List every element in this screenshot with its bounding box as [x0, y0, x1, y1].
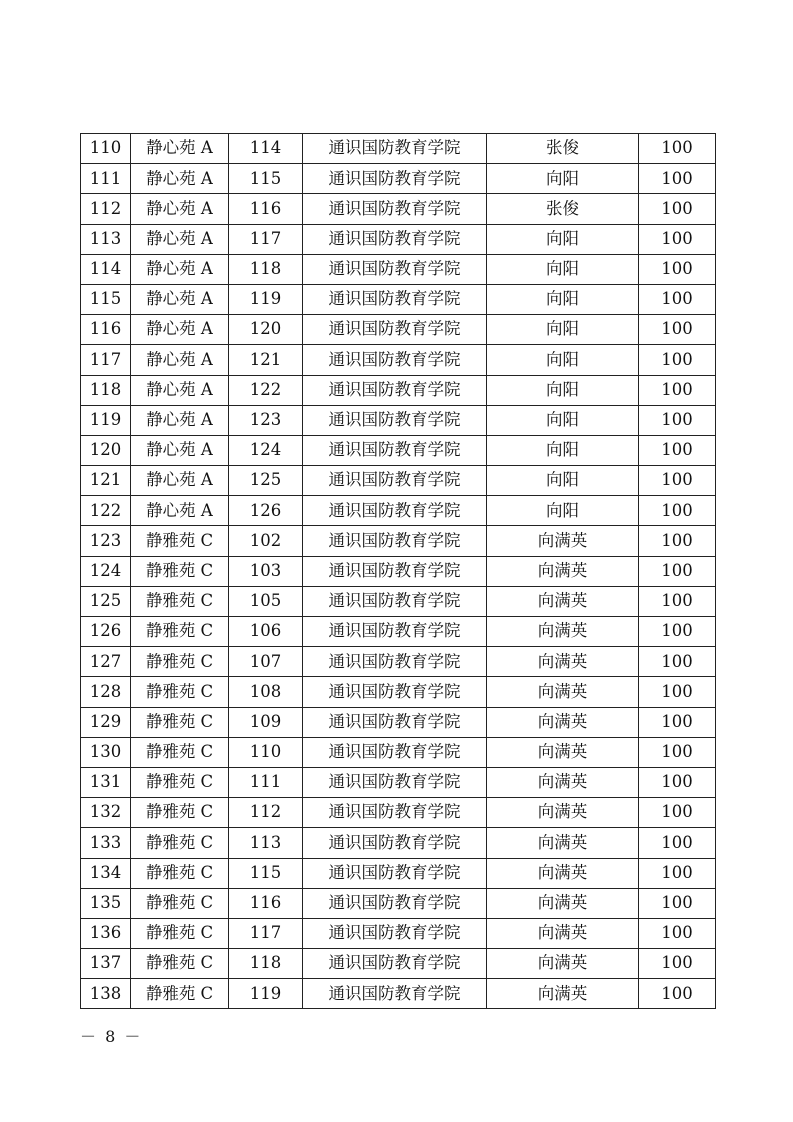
- row-number-cell: 123: [81, 526, 131, 556]
- person-in-charge-cell: 张俊: [487, 134, 639, 164]
- table-row: [81, 466, 716, 496]
- college-cell: 通识国防教育学院: [303, 315, 487, 345]
- row-number-cell: 113: [81, 224, 131, 254]
- college-cell: 通识国防教育学院: [303, 435, 487, 465]
- person-in-charge-cell: 向满英: [487, 556, 639, 586]
- person-in-charge-cell: 向满英: [487, 979, 639, 1009]
- college-cell: 通识国防教育学院: [303, 134, 487, 164]
- college-cell: 通识国防教育学院: [303, 647, 487, 677]
- person-in-charge-cell: 向满英: [487, 677, 639, 707]
- building-cell: 静心苑 A: [131, 194, 229, 224]
- score-cell: 100: [639, 345, 716, 375]
- college-cell: 通识国防教育学院: [303, 858, 487, 888]
- college-cell: 通识国防教育学院: [303, 556, 487, 586]
- table-row: [81, 194, 716, 224]
- table-row: [81, 707, 716, 737]
- table-row: [81, 224, 716, 254]
- room-number-cell: 119: [229, 284, 303, 314]
- score-cell: 100: [639, 979, 716, 1009]
- room-number-cell: 108: [229, 677, 303, 707]
- room-number-cell: 103: [229, 556, 303, 586]
- room-number-cell: 117: [229, 224, 303, 254]
- room-number-cell: 116: [229, 888, 303, 918]
- row-number-cell: 115: [81, 284, 131, 314]
- table-row: [81, 435, 716, 465]
- row-number-cell: 125: [81, 586, 131, 616]
- score-cell: 100: [639, 647, 716, 677]
- person-in-charge-cell: 向满英: [487, 617, 639, 647]
- room-number-cell: 115: [229, 858, 303, 888]
- score-cell: 100: [639, 586, 716, 616]
- score-cell: 100: [639, 707, 716, 737]
- row-number-cell: 119: [81, 405, 131, 435]
- person-in-charge-cell: 向满英: [487, 858, 639, 888]
- building-cell: 静心苑 A: [131, 254, 229, 284]
- page-number: － 8 －: [80, 1027, 143, 1046]
- table-row: [81, 164, 716, 194]
- building-cell: 静雅苑 C: [131, 798, 229, 828]
- table-row: [81, 617, 716, 647]
- room-number-cell: 121: [229, 345, 303, 375]
- table-row: [81, 949, 716, 979]
- building-cell: 静心苑 A: [131, 164, 229, 194]
- row-number-cell: 127: [81, 647, 131, 677]
- score-cell: 100: [639, 134, 716, 164]
- row-number-cell: 118: [81, 375, 131, 405]
- building-cell: 静雅苑 C: [131, 586, 229, 616]
- building-cell: 静雅苑 C: [131, 647, 229, 677]
- person-in-charge-cell: 向阳: [487, 405, 639, 435]
- score-cell: 100: [639, 526, 716, 556]
- building-cell: 静雅苑 C: [131, 556, 229, 586]
- table-row: [81, 737, 716, 767]
- college-cell: 通识国防教育学院: [303, 737, 487, 767]
- room-number-cell: 113: [229, 828, 303, 858]
- person-in-charge-cell: 向满英: [487, 647, 639, 677]
- row-number-cell: 126: [81, 617, 131, 647]
- table-row: [81, 556, 716, 586]
- college-cell: 通识国防教育学院: [303, 496, 487, 526]
- score-cell: 100: [639, 164, 716, 194]
- table-row: [81, 496, 716, 526]
- college-cell: 通识国防教育学院: [303, 888, 487, 918]
- college-cell: 通识国防教育学院: [303, 164, 487, 194]
- row-number-cell: 116: [81, 315, 131, 345]
- college-cell: 通识国防教育学院: [303, 405, 487, 435]
- person-in-charge-cell: 向阳: [487, 164, 639, 194]
- college-cell: 通识国防教育学院: [303, 918, 487, 948]
- score-cell: 100: [639, 737, 716, 767]
- person-in-charge-cell: 向满英: [487, 798, 639, 828]
- score-cell: 100: [639, 617, 716, 647]
- room-number-cell: 119: [229, 979, 303, 1009]
- room-number-cell: 120: [229, 315, 303, 345]
- college-cell: 通识国防教育学院: [303, 194, 487, 224]
- room-number-cell: 111: [229, 767, 303, 797]
- score-cell: 100: [639, 918, 716, 948]
- building-cell: 静雅苑 C: [131, 677, 229, 707]
- table-row: [81, 315, 716, 345]
- table-row: [81, 345, 716, 375]
- person-in-charge-cell: 向阳: [487, 375, 639, 405]
- room-number-cell: 114: [229, 134, 303, 164]
- person-in-charge-cell: 向阳: [487, 284, 639, 314]
- row-number-cell: 122: [81, 496, 131, 526]
- person-in-charge-cell: 向满英: [487, 949, 639, 979]
- row-number-cell: 111: [81, 164, 131, 194]
- score-cell: 100: [639, 888, 716, 918]
- college-cell: 通识国防教育学院: [303, 798, 487, 828]
- person-in-charge-cell: 向阳: [487, 254, 639, 284]
- room-number-cell: 124: [229, 435, 303, 465]
- person-in-charge-cell: 向阳: [487, 496, 639, 526]
- table-row: [81, 375, 716, 405]
- row-number-cell: 133: [81, 828, 131, 858]
- dormitory-inspection-table: [80, 133, 716, 1009]
- room-number-cell: 117: [229, 918, 303, 948]
- building-cell: 静雅苑 C: [131, 737, 229, 767]
- room-number-cell: 109: [229, 707, 303, 737]
- score-cell: 100: [639, 405, 716, 435]
- row-number-cell: 110: [81, 134, 131, 164]
- building-cell: 静心苑 A: [131, 405, 229, 435]
- score-cell: 100: [639, 194, 716, 224]
- score-cell: 100: [639, 224, 716, 254]
- row-number-cell: 120: [81, 435, 131, 465]
- row-number-cell: 132: [81, 798, 131, 828]
- table-row: [81, 828, 716, 858]
- row-number-cell: 114: [81, 254, 131, 284]
- building-cell: 静雅苑 C: [131, 707, 229, 737]
- score-cell: 100: [639, 858, 716, 888]
- person-in-charge-cell: 向满英: [487, 526, 639, 556]
- building-cell: 静雅苑 C: [131, 767, 229, 797]
- row-number-cell: 130: [81, 737, 131, 767]
- score-cell: 100: [639, 767, 716, 797]
- row-number-cell: 121: [81, 466, 131, 496]
- row-number-cell: 112: [81, 194, 131, 224]
- table-row: [81, 254, 716, 284]
- person-in-charge-cell: 向阳: [487, 315, 639, 345]
- building-cell: 静雅苑 C: [131, 888, 229, 918]
- table-row: [81, 918, 716, 948]
- room-number-cell: 102: [229, 526, 303, 556]
- building-cell: 静心苑 A: [131, 435, 229, 465]
- college-cell: 通识国防教育学院: [303, 586, 487, 616]
- building-cell: 静雅苑 C: [131, 918, 229, 948]
- person-in-charge-cell: 向满英: [487, 828, 639, 858]
- room-number-cell: 122: [229, 375, 303, 405]
- building-cell: 静心苑 A: [131, 284, 229, 314]
- room-number-cell: 118: [229, 949, 303, 979]
- person-in-charge-cell: 张俊: [487, 194, 639, 224]
- college-cell: 通识国防教育学院: [303, 828, 487, 858]
- person-in-charge-cell: 向满英: [487, 918, 639, 948]
- row-number-cell: 129: [81, 707, 131, 737]
- college-cell: 通识国防教育学院: [303, 526, 487, 556]
- room-number-cell: 112: [229, 798, 303, 828]
- building-cell: 静心苑 A: [131, 345, 229, 375]
- row-number-cell: 124: [81, 556, 131, 586]
- building-cell: 静心苑 A: [131, 134, 229, 164]
- building-cell: 静心苑 A: [131, 466, 229, 496]
- score-cell: 100: [639, 435, 716, 465]
- score-cell: 100: [639, 466, 716, 496]
- person-in-charge-cell: 向阳: [487, 345, 639, 375]
- row-number-cell: 131: [81, 767, 131, 797]
- room-number-cell: 123: [229, 405, 303, 435]
- table-row: [81, 134, 716, 164]
- table-row: [81, 798, 716, 828]
- score-cell: 100: [639, 828, 716, 858]
- college-cell: 通识国防教育学院: [303, 254, 487, 284]
- person-in-charge-cell: 向满英: [487, 586, 639, 616]
- college-cell: 通识国防教育学院: [303, 466, 487, 496]
- table-row: [81, 526, 716, 556]
- score-cell: 100: [639, 284, 716, 314]
- college-cell: 通识国防教育学院: [303, 979, 487, 1009]
- person-in-charge-cell: 向满英: [487, 888, 639, 918]
- college-cell: 通识国防教育学院: [303, 677, 487, 707]
- table-row: [81, 284, 716, 314]
- room-number-cell: 115: [229, 164, 303, 194]
- table-row: [81, 586, 716, 616]
- row-number-cell: 137: [81, 949, 131, 979]
- building-cell: 静雅苑 C: [131, 828, 229, 858]
- building-cell: 静心苑 A: [131, 224, 229, 254]
- person-in-charge-cell: 向满英: [487, 707, 639, 737]
- building-cell: 静心苑 A: [131, 315, 229, 345]
- row-number-cell: 117: [81, 345, 131, 375]
- college-cell: 通识国防教育学院: [303, 224, 487, 254]
- room-number-cell: 107: [229, 647, 303, 677]
- college-cell: 通识国防教育学院: [303, 767, 487, 797]
- score-cell: 100: [639, 556, 716, 586]
- table-row: [81, 677, 716, 707]
- row-number-cell: 134: [81, 858, 131, 888]
- person-in-charge-cell: 向阳: [487, 466, 639, 496]
- building-cell: 静雅苑 C: [131, 617, 229, 647]
- building-cell: 静雅苑 C: [131, 949, 229, 979]
- row-number-cell: 128: [81, 677, 131, 707]
- person-in-charge-cell: 向阳: [487, 224, 639, 254]
- room-number-cell: 126: [229, 496, 303, 526]
- score-cell: 100: [639, 949, 716, 979]
- score-cell: 100: [639, 254, 716, 284]
- college-cell: 通识国防教育学院: [303, 949, 487, 979]
- building-cell: 静雅苑 C: [131, 526, 229, 556]
- table-row: [81, 979, 716, 1009]
- building-cell: 静心苑 A: [131, 375, 229, 405]
- table-row: [81, 858, 716, 888]
- person-in-charge-cell: 向阳: [487, 435, 639, 465]
- row-number-cell: 135: [81, 888, 131, 918]
- room-number-cell: 125: [229, 466, 303, 496]
- room-number-cell: 118: [229, 254, 303, 284]
- college-cell: 通识国防教育学院: [303, 345, 487, 375]
- college-cell: 通识国防教育学院: [303, 284, 487, 314]
- person-in-charge-cell: 向满英: [487, 767, 639, 797]
- table-row: [81, 767, 716, 797]
- score-cell: 100: [639, 315, 716, 345]
- score-cell: 100: [639, 375, 716, 405]
- building-cell: 静雅苑 C: [131, 858, 229, 888]
- building-cell: 静心苑 A: [131, 496, 229, 526]
- table-row: [81, 405, 716, 435]
- room-number-cell: 105: [229, 586, 303, 616]
- score-cell: 100: [639, 677, 716, 707]
- score-cell: 100: [639, 798, 716, 828]
- table-row: [81, 647, 716, 677]
- college-cell: 通识国防教育学院: [303, 707, 487, 737]
- row-number-cell: 136: [81, 918, 131, 948]
- college-cell: 通识国防教育学院: [303, 375, 487, 405]
- person-in-charge-cell: 向满英: [487, 737, 639, 767]
- table-row: [81, 888, 716, 918]
- college-cell: 通识国防教育学院: [303, 617, 487, 647]
- room-number-cell: 106: [229, 617, 303, 647]
- score-cell: 100: [639, 496, 716, 526]
- room-number-cell: 116: [229, 194, 303, 224]
- table-body: [81, 134, 716, 1009]
- room-number-cell: 110: [229, 737, 303, 767]
- row-number-cell: 138: [81, 979, 131, 1009]
- building-cell: 静雅苑 C: [131, 979, 229, 1009]
